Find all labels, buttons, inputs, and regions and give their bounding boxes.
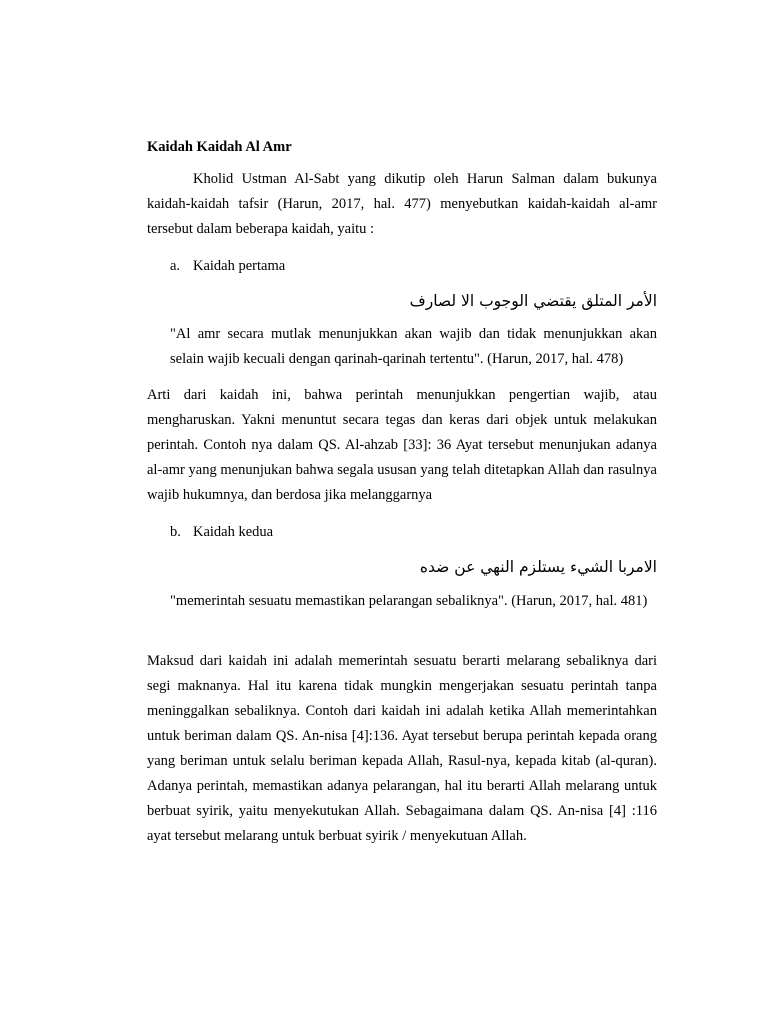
- list-item-rule-2: [170, 522, 470, 542]
- list-label: Kaidah pertama: [193, 258, 286, 274]
- section-heading: Kaidah Kaidah Al Amr: [147, 139, 292, 155]
- explanation-paragraph-1: Arti dari kaidah ini, bahwa perintah menunjukkan pengertian wajib, atau mengharuskan. Yakni menuntut secara tegas dan keras dari objek untuk melakukan perintah. Contoh nya dalam QS. Al-ahzab [33]: 36 Ayat tersebut menunjukan adanya al-amr yang menunjukan bahwa segala ususan yang telah ditetapkan Allah dan rasulnya wajib hukumnya, dan berdosa jika melanggarnya: [147, 387, 657, 503]
- translation-quote-2: "memerintah sesuatu memastikan pelarangan sebaliknya". (Harun, 2017, hal. 481): [170, 593, 648, 609]
- list-label: Kaidah kedua: [193, 524, 274, 540]
- arabic-rule-2: الامربا الشيء يستلزم النهي عن ضده: [419, 558, 657, 576]
- list-marker: b.: [170, 524, 181, 540]
- explanation-paragraph-2: Maksud dari kaidah ini adalah memerintah sesuatu berarti melarang sebaliknya dari segi maknanya. Hal itu karena tidak mungkin mengerjakan sesuatu perintah tanpa meninggalkan sebaliknya. Contoh dari kaidah ini adalah ketika Allah memerintahkan untuk beriman dalam QS. An-nisa [4]:136. Ayat tersebut berupa perintah kepada orang yang beriman untuk selalu beriman kepada Allah, Rasul-nya, kepada kitab (al-quran). Adanya perintah, memastikan adanya pelarangan, hal itu berarti Allah melarang untuk berbuat syirik, yaitu menyekutukan Allah. Sebagaimana dalam QS. An-nisa [4] :116 ayat tersebut melarang untuk berbuat syirik / menyekutuan Allah.: [147, 653, 657, 844]
- list-item-rule-1: [170, 256, 470, 276]
- intro-paragraph: Kholid Ustman Al-Sabt yang dikutip oleh Harun Salman dalam bukunya kaidah-kaidah tafsir (Harun, 2017, hal. 477) menyebutkan kaidah-kaidah al-amr tersebut dalam beberapa kaidah, yaitu :: [147, 171, 657, 237]
- list-marker: a.: [170, 258, 181, 274]
- translation-quote-1: "Al amr secara mutlak menunjukkan akan wajib dan tidak menunjukkan akan selain wajib kecuali dengan qarinah-qarinah tertentu". (Harun, 2017, hal. 478): [170, 326, 657, 367]
- arabic-rule-1: الأمر المتلق يقتضي الوجوب الا لصارف: [409, 292, 657, 310]
